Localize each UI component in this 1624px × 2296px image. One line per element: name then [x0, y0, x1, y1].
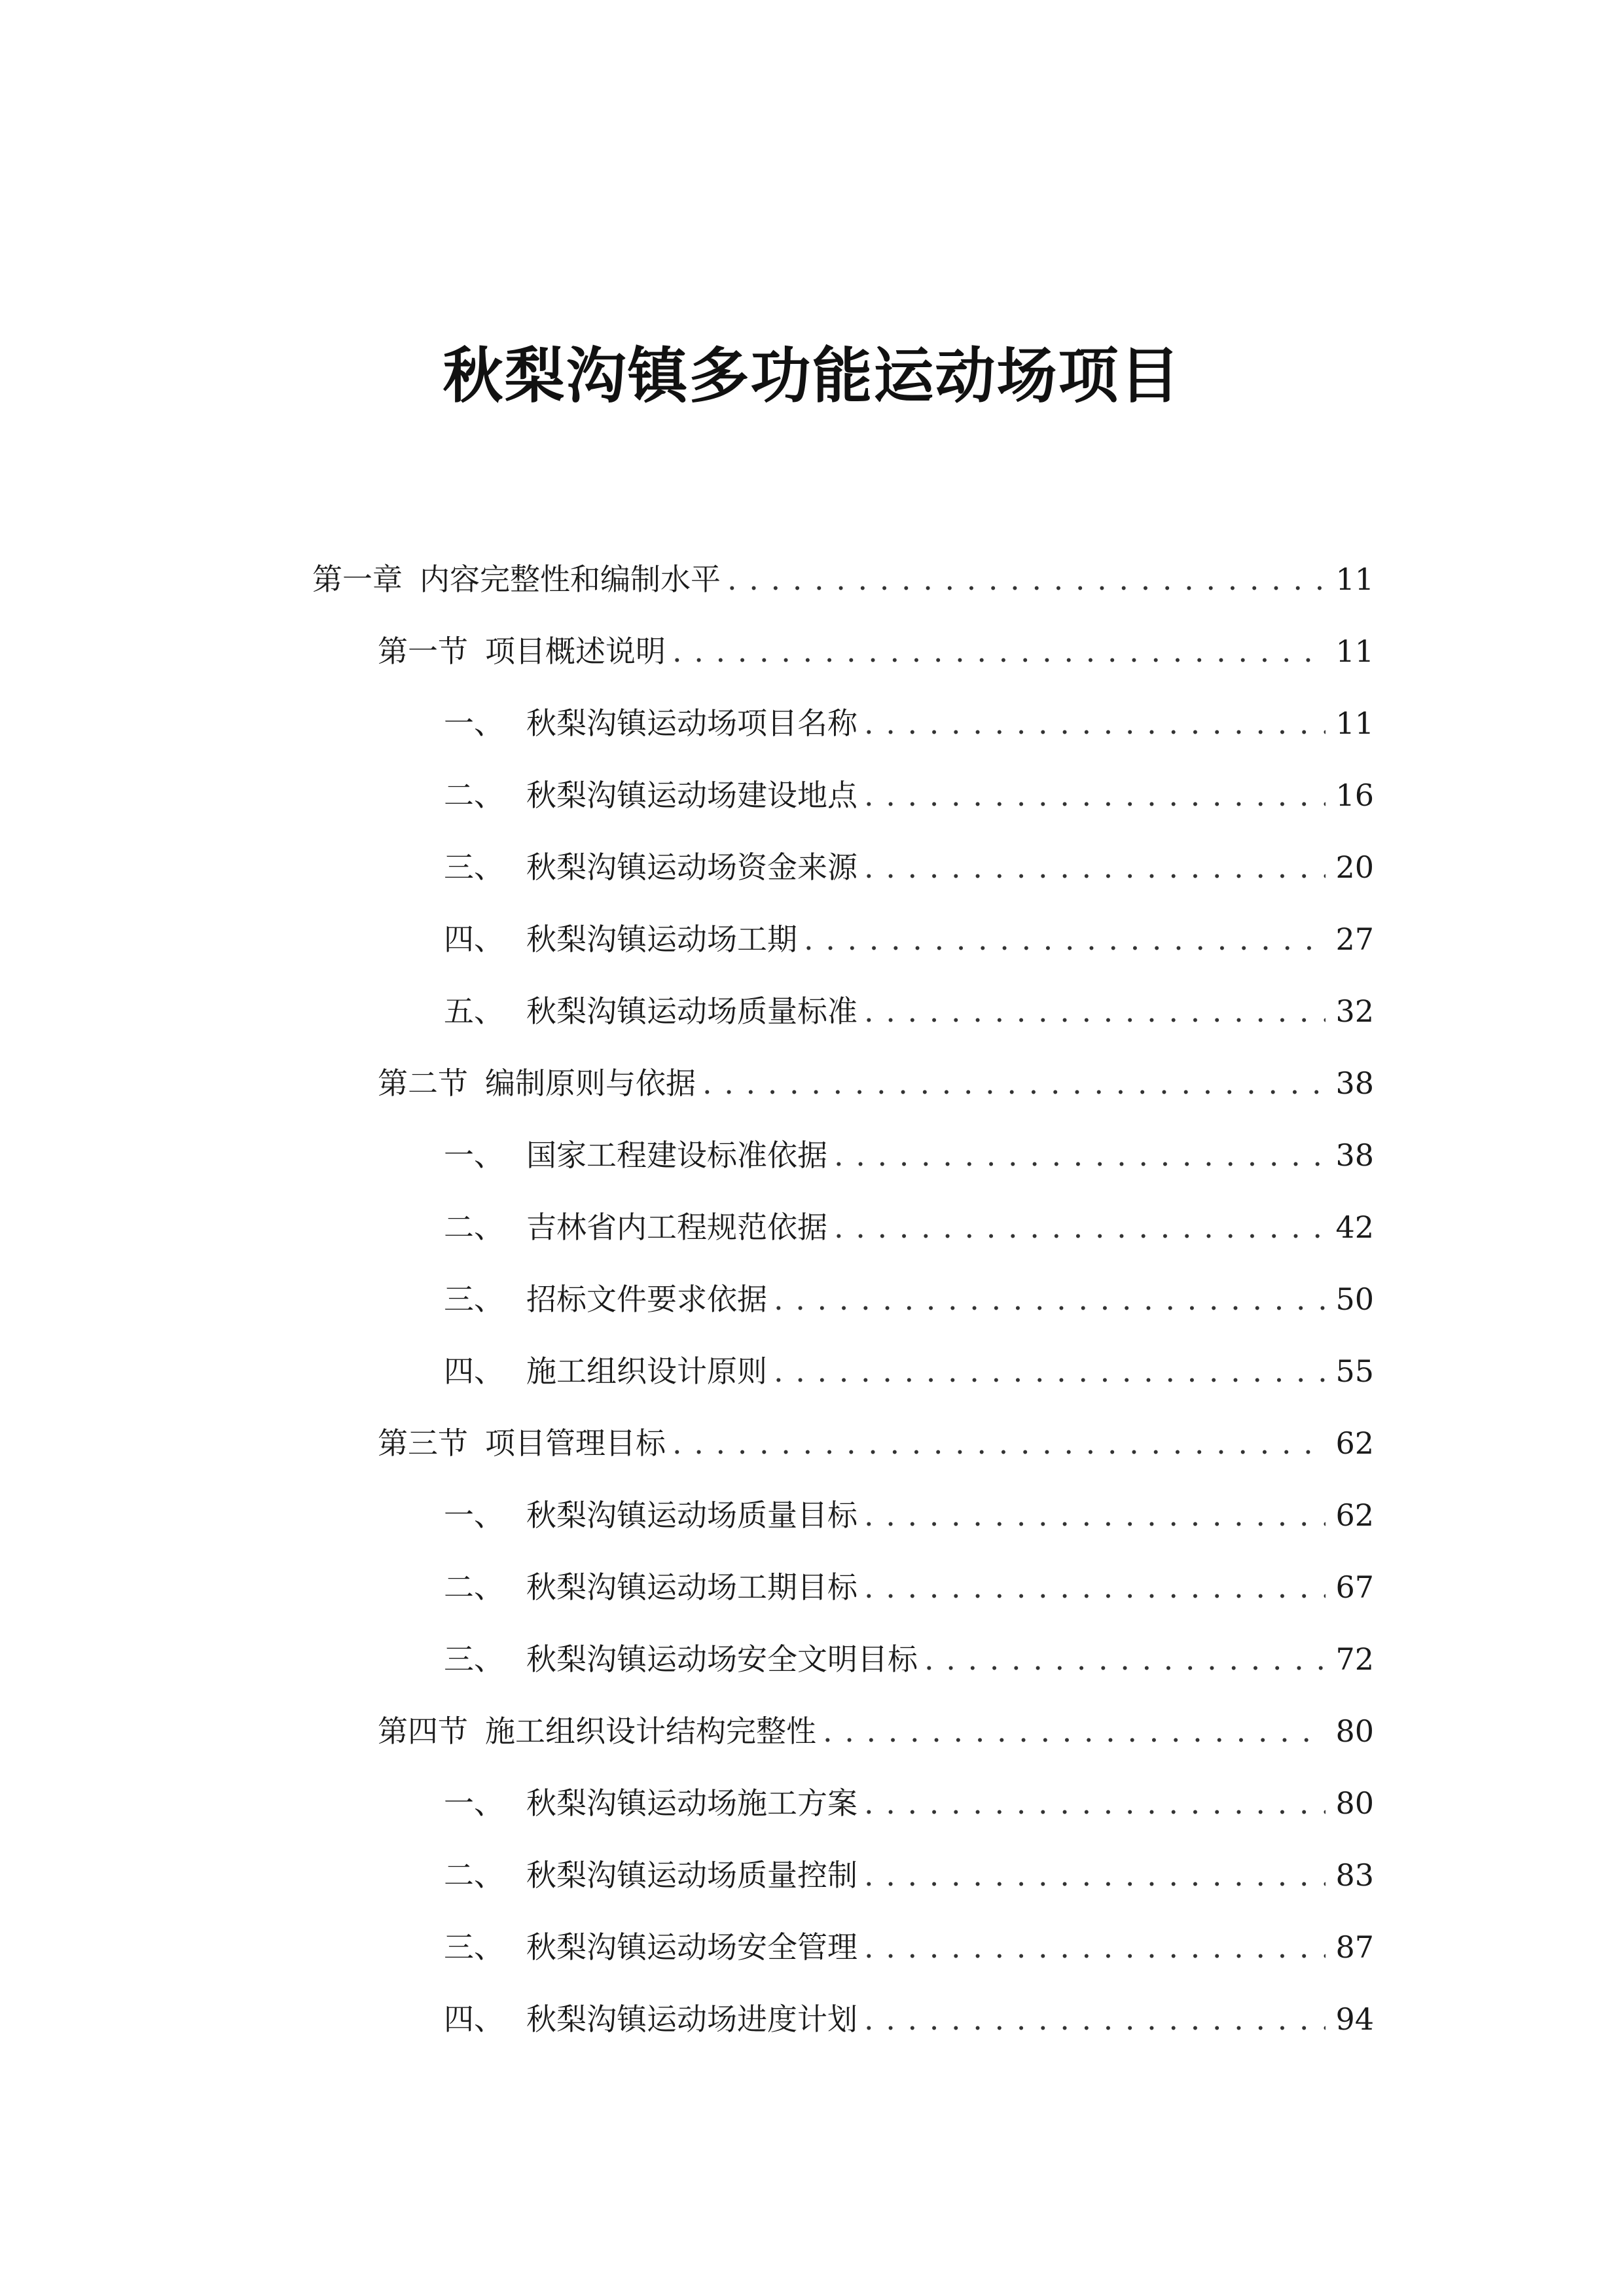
- toc-subsection-entry[interactable]: [444, 844, 1624, 890]
- toc-entry-number: 四、: [444, 1354, 504, 1389]
- toc-entry-title: 秋梨沟镇运动场质量标准: [526, 994, 857, 1029]
- toc-subsection-entry[interactable]: [444, 1276, 1624, 1322]
- toc-entry-number: 二、: [444, 1210, 504, 1245]
- toc-entry-title: 秋梨沟镇运动场建设地点: [526, 778, 857, 813]
- toc-entry-title: 编制原则与依据: [485, 1066, 696, 1101]
- toc-entry-page-number: 72: [1335, 1641, 1374, 1677]
- toc-entry-page-number: 20: [1335, 850, 1374, 885]
- toc-entry-title: 秋梨沟镇运动场安全管理: [526, 1929, 857, 1965]
- toc-subsection-entry[interactable]: [444, 1492, 1624, 1538]
- toc-entry-number: 第三节: [378, 1426, 468, 1461]
- toc-entry-number: 第二节: [378, 1066, 468, 1101]
- toc-entry-page-number: 67: [1335, 1570, 1374, 1605]
- toc-dot-leader: [672, 628, 1326, 674]
- toc-chapter-entry[interactable]: [312, 556, 1624, 602]
- toc-section-entry[interactable]: [378, 1060, 1624, 1106]
- toc-entry-title: 吉林省内工程规范依据: [526, 1210, 827, 1245]
- toc-entry-number: 三、: [444, 850, 504, 885]
- toc-entry-title: 施工组织设计原则: [526, 1354, 767, 1389]
- toc-entry-number: 三、: [444, 1641, 504, 1677]
- toc-dot-leader: [804, 916, 1326, 962]
- toc-entry-title: 秋梨沟镇运动场工期: [526, 922, 797, 957]
- toc-entry-page-number: 83: [1335, 1857, 1374, 1893]
- toc-dot-leader: [702, 1060, 1326, 1106]
- toc-entry-number: 四、: [444, 2001, 504, 2037]
- toc-entry-title: 秋梨沟镇运动场资金来源: [526, 850, 857, 885]
- toc-entry-page-number: 55: [1335, 1354, 1374, 1389]
- toc-entry-page-number: 62: [1335, 1498, 1374, 1533]
- toc-subsection-entry[interactable]: [444, 1132, 1624, 1178]
- toc-dot-leader: [774, 1276, 1326, 1322]
- toc-entry-page-number: 87: [1335, 1929, 1374, 1965]
- toc-dot-leader: [823, 1708, 1326, 1754]
- toc-entry-title: 项目概述说明: [485, 634, 666, 669]
- toc-entry-title: 秋梨沟镇运动场质量目标: [526, 1498, 857, 1533]
- toc-dot-leader: [864, 844, 1326, 890]
- toc-entry-number: 第一节: [378, 634, 468, 669]
- toc-subsection-entry[interactable]: [444, 1852, 1624, 1898]
- toc-entry-title: 施工组织设计结构完整性: [485, 1713, 816, 1749]
- toc-entry-page-number: 38: [1335, 1138, 1374, 1173]
- toc-entry-number: 三、: [444, 1282, 504, 1317]
- toc-dot-leader: [864, 1924, 1326, 1970]
- toc-entry-number: 第一章: [312, 562, 403, 597]
- toc-entry-number: 一、: [444, 1498, 504, 1533]
- toc-dot-leader: [864, 1852, 1326, 1898]
- toc-subsection-entry[interactable]: [444, 916, 1624, 962]
- toc-entry-page-number: 16: [1335, 778, 1374, 813]
- toc-entry-page-number: 94: [1335, 2001, 1374, 2037]
- toc-subsection-entry[interactable]: [444, 1780, 1624, 1826]
- toc-entry-page-number: 42: [1335, 1210, 1374, 1245]
- toc-entry-number: 一、: [444, 1138, 504, 1173]
- toc-entry-title: 国家工程建设标准依据: [526, 1138, 827, 1173]
- toc-dot-leader: [727, 556, 1326, 602]
- toc-dot-leader: [834, 1204, 1326, 1250]
- toc-section-entry[interactable]: [378, 1708, 1624, 1754]
- toc-entry-title: 项目管理目标: [485, 1426, 666, 1461]
- toc-entry-number: 二、: [444, 778, 504, 813]
- toc-entry-number: 五、: [444, 994, 504, 1029]
- toc-subsection-entry[interactable]: [444, 1564, 1624, 1610]
- toc-dot-leader: [864, 772, 1326, 818]
- toc-subsection-entry[interactable]: [444, 700, 1624, 746]
- toc-entry-number: 二、: [444, 1857, 504, 1893]
- toc-dot-leader: [864, 1780, 1326, 1826]
- document-title: 秋梨沟镇多功能运动场项目: [442, 341, 1182, 411]
- toc-subsection-entry[interactable]: [444, 1996, 1624, 2042]
- toc-dot-leader: [774, 1348, 1326, 1394]
- toc-entry-number: 一、: [444, 1785, 504, 1821]
- toc-entry-page-number: 11: [1335, 562, 1374, 597]
- toc-entry-number: 四、: [444, 922, 504, 957]
- toc-entry-page-number: 50: [1335, 1282, 1374, 1317]
- toc-entry-page-number: 62: [1335, 1426, 1374, 1461]
- toc-entry-title: 内容完整性和编制水平: [420, 562, 721, 597]
- toc-entry-title: 秋梨沟镇运动场工期目标: [526, 1570, 857, 1605]
- toc-entry-page-number: 11: [1335, 706, 1374, 741]
- toc-dot-leader: [924, 1636, 1326, 1682]
- toc-entry-page-number: 32: [1335, 994, 1374, 1029]
- toc-entry-page-number: 27: [1335, 922, 1374, 957]
- toc-entry-number: 二、: [444, 1570, 504, 1605]
- toc-entry-page-number: 38: [1335, 1066, 1374, 1101]
- toc-subsection-entry[interactable]: [444, 772, 1624, 818]
- toc-dot-leader: [864, 1564, 1326, 1610]
- toc-entry-title: 秋梨沟镇运动场质量控制: [526, 1857, 857, 1893]
- toc-subsection-entry[interactable]: [444, 1204, 1624, 1250]
- toc-entry-title: 秋梨沟镇运动场进度计划: [526, 2001, 857, 2037]
- toc-entry-title: 秋梨沟镇运动场安全文明目标: [526, 1641, 918, 1677]
- toc-dot-leader: [672, 1420, 1326, 1466]
- toc-dot-leader: [864, 988, 1326, 1034]
- toc-entry-page-number: 11: [1335, 634, 1374, 669]
- toc-dot-leader: [834, 1132, 1326, 1178]
- toc-entry-title: 秋梨沟镇运动场项目名称: [526, 706, 857, 741]
- toc-entry-number: 一、: [444, 706, 504, 741]
- toc-entry-page-number: 80: [1335, 1785, 1374, 1821]
- toc-entry-number: 三、: [444, 1929, 504, 1965]
- toc-dot-leader: [864, 1996, 1326, 2042]
- toc-dot-leader: [864, 700, 1326, 746]
- toc-entry-title: 秋梨沟镇运动场施工方案: [526, 1785, 857, 1821]
- toc-subsection-entry[interactable]: [444, 1348, 1624, 1394]
- toc-subsection-entry[interactable]: [444, 988, 1624, 1034]
- toc-section-entry[interactable]: [378, 1420, 1624, 1466]
- toc-subsection-entry[interactable]: [444, 1924, 1624, 1970]
- toc-section-entry[interactable]: [378, 628, 1624, 674]
- toc-entry-title: 招标文件要求依据: [526, 1282, 767, 1317]
- toc-subsection-entry[interactable]: [444, 1636, 1624, 1682]
- toc-dot-leader: [864, 1492, 1326, 1538]
- toc-entry-number: 第四节: [378, 1713, 468, 1749]
- toc-entry-page-number: 80: [1335, 1713, 1374, 1749]
